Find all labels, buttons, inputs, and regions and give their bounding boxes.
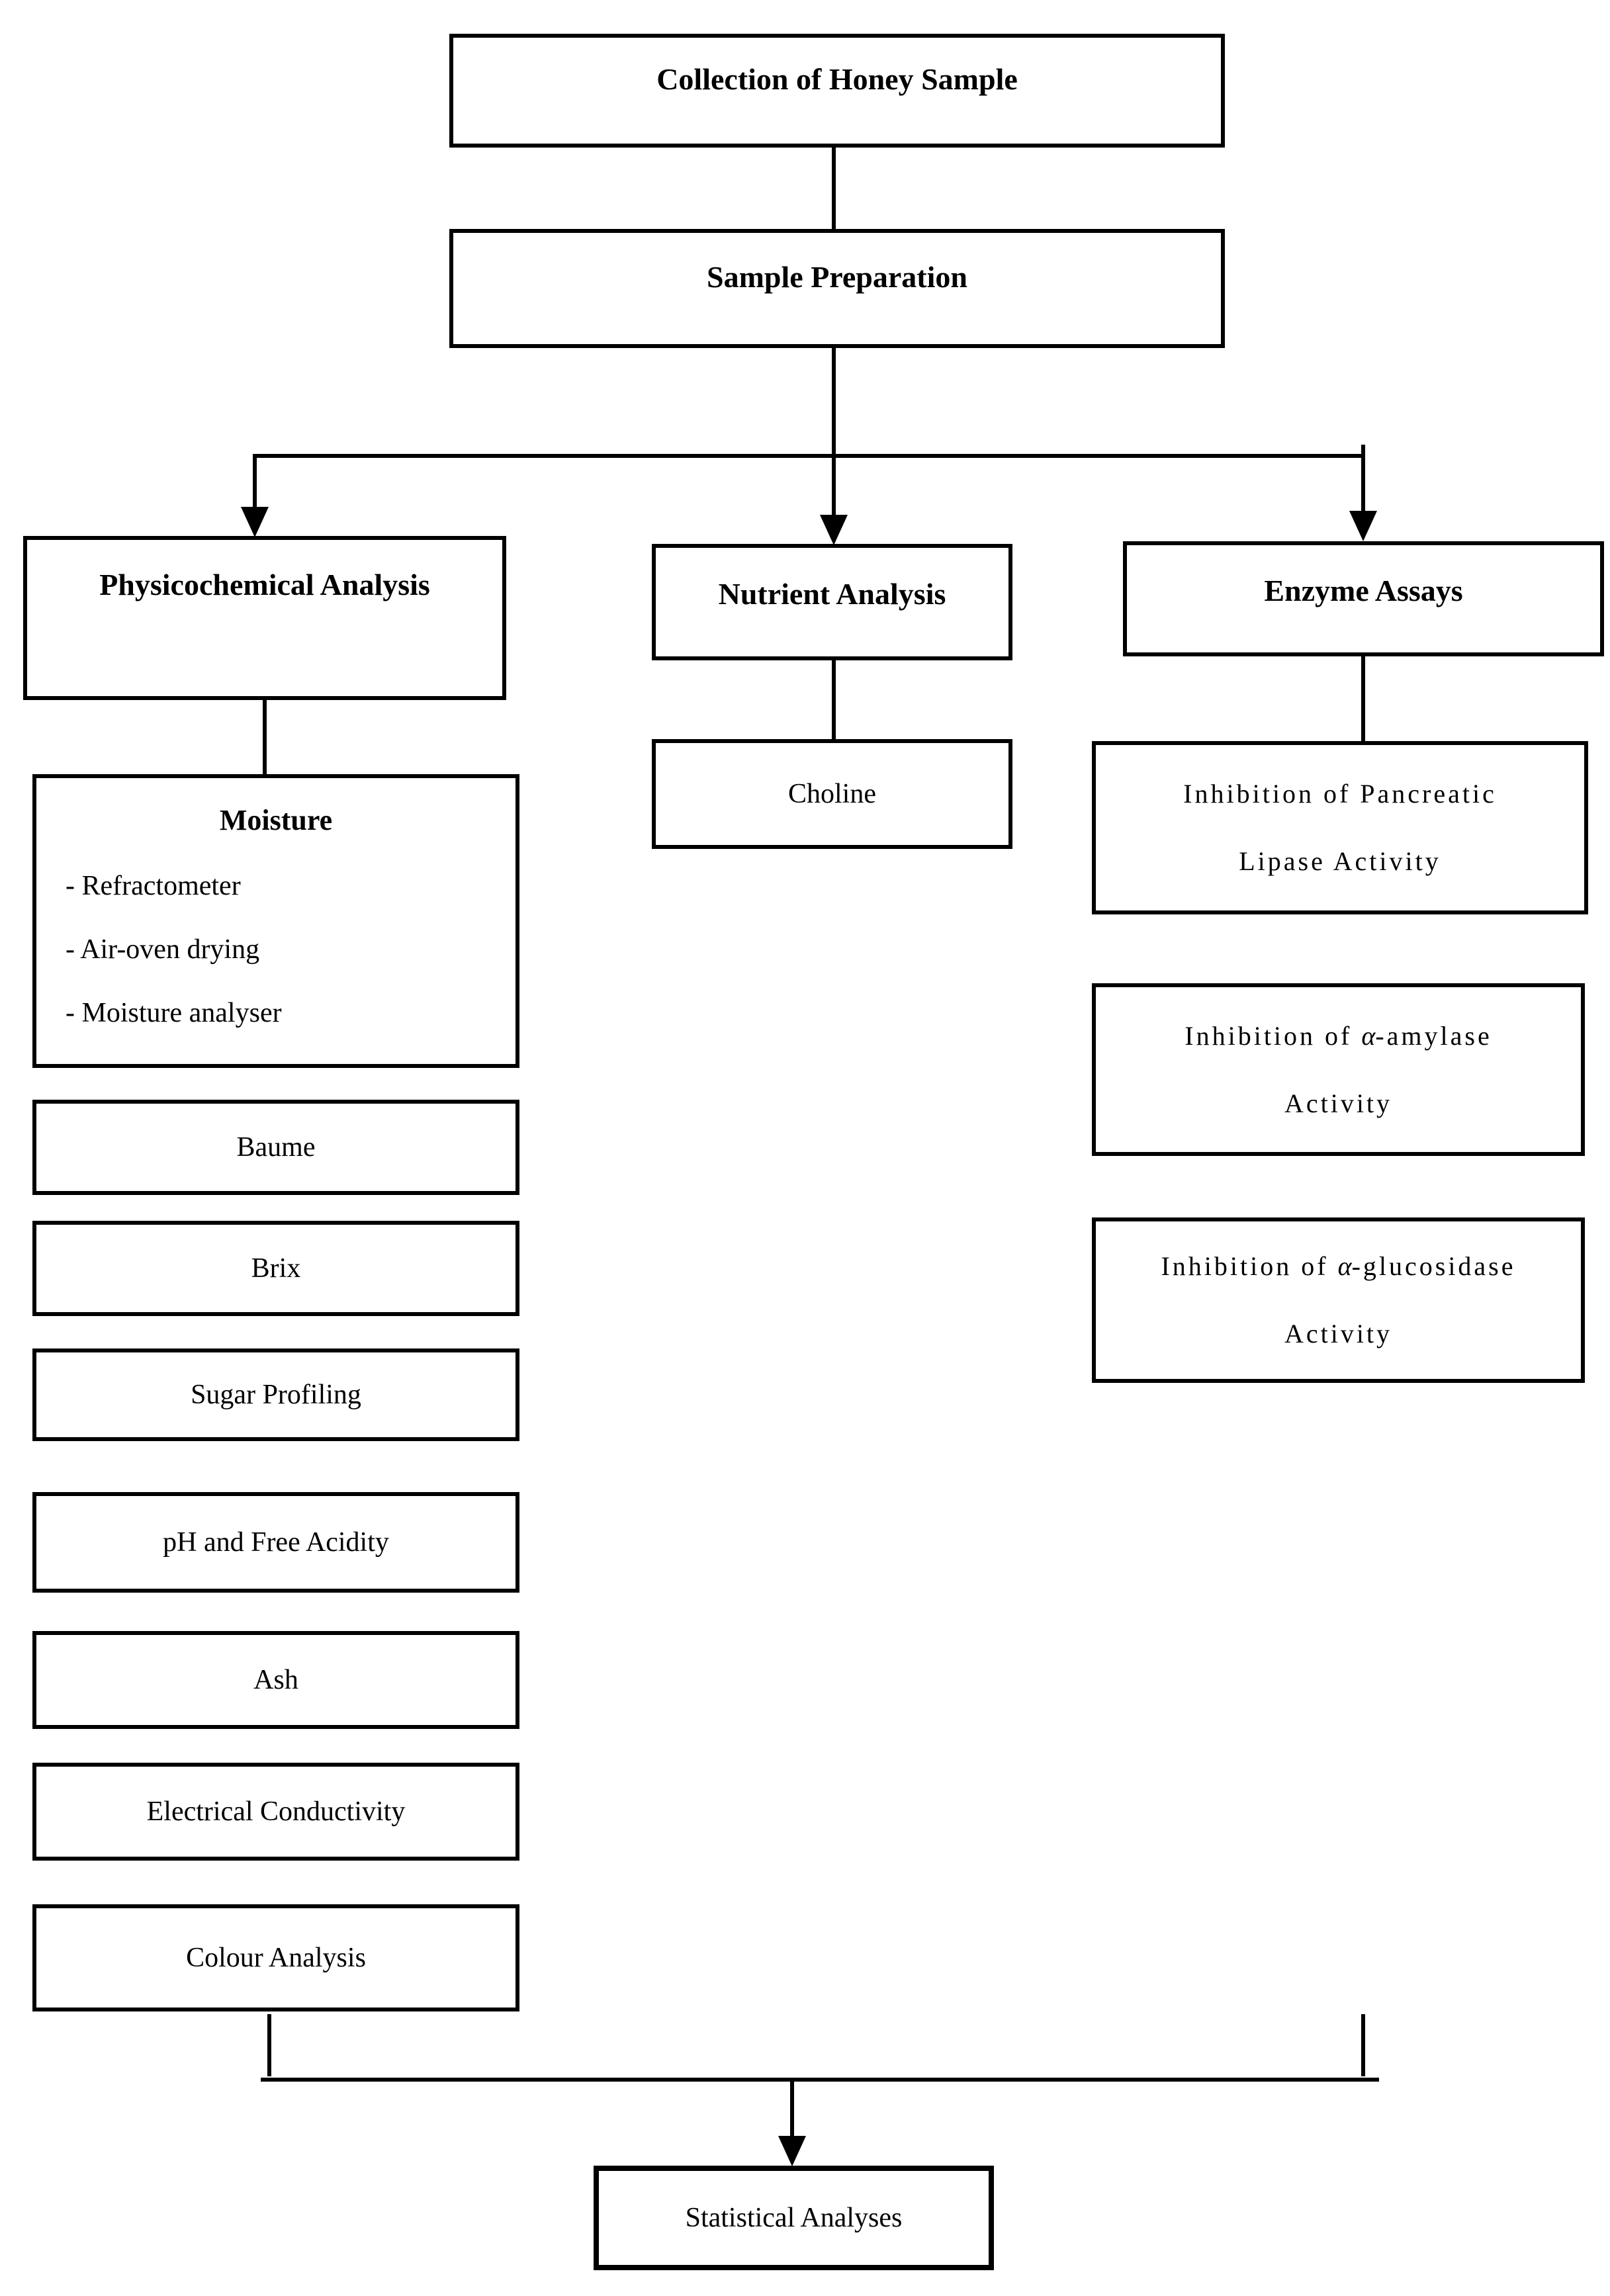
connector-nutrient-to-choline <box>832 660 836 739</box>
amylase-line1 <box>1185 1002 1492 1070</box>
connector-enzyme-to-lipase <box>1361 656 1365 741</box>
amylase-line2: Activity <box>1284 1088 1393 1118</box>
node-inhibition-alpha-glucosidase <box>1092 1217 1585 1383</box>
node-inhibition-alpha-amylase <box>1092 983 1585 1156</box>
node-sugar-profiling-label: Sugar Profiling <box>191 1379 361 1410</box>
moisture-method-air-oven-drying: - Air-oven drying <box>66 934 260 965</box>
connector-enzyme-column-to-merge-rail <box>1361 2014 1365 2076</box>
alpha-symbol: α <box>1337 1251 1352 1281</box>
node-enzyme-assays <box>1123 541 1604 656</box>
node-statistical-label: Statistical Analyses <box>685 2202 903 2233</box>
node-choline-label: Choline <box>788 778 876 809</box>
glucosidase-line1 <box>1161 1233 1515 1300</box>
node-physicochemical-analysis <box>23 536 506 700</box>
node-electrical-conductivity-label: Electrical Conductivity <box>146 1796 406 1827</box>
moisture-method-list <box>36 854 515 1045</box>
arrowhead-nutrient-icon <box>820 515 848 545</box>
lipase-line1: Inhibition of Pancreatic <box>1183 779 1497 809</box>
node-choline <box>652 739 1012 849</box>
arrowhead-physicochemical-icon <box>241 507 269 537</box>
node-physicochemical-label: Physicochemical Analysis <box>99 568 430 601</box>
lipase-line2: Lipase Activity <box>1239 846 1441 876</box>
branch-rail-line <box>253 454 1365 458</box>
node-collection-of-honey-sample <box>449 34 1225 148</box>
amylase-post: -amylase <box>1375 1020 1492 1051</box>
node-nutrient-analysis <box>652 544 1012 660</box>
arrowhead-enzyme-icon <box>1349 511 1377 541</box>
node-collection-label: Collection of Honey Sample <box>656 62 1018 97</box>
node-colour-analysis-label: Colour Analysis <box>186 1942 366 1973</box>
node-enzyme-label: Enzyme Assays <box>1264 574 1463 608</box>
alpha-symbol: α <box>1361 1020 1376 1051</box>
node-brix-label: Brix <box>251 1253 301 1284</box>
node-ash-label: Ash <box>253 1664 298 1695</box>
node-sample-preparation <box>449 229 1225 348</box>
node-moisture <box>32 774 519 1068</box>
arrowhead-statistical-icon <box>778 2136 806 2166</box>
node-ph-and-free-acidity <box>32 1492 519 1593</box>
connector-physicochemical-to-moisture <box>263 700 267 774</box>
node-brix <box>32 1221 519 1316</box>
connector-branch-to-enzyme <box>1361 445 1365 512</box>
node-baume <box>32 1100 519 1195</box>
node-nutrient-label: Nutrient Analysis <box>718 577 946 611</box>
node-sample-preparation-label: Sample Preparation <box>707 260 967 294</box>
node-sugar-profiling <box>32 1348 519 1441</box>
node-ph-and-free-acidity-label: pH and Free Acidity <box>163 1526 389 1558</box>
merge-rail-line <box>261 2078 1379 2082</box>
connector-colour-analysis-to-merge-rail <box>267 2014 271 2076</box>
moisture-method-refractometer: - Refractometer <box>66 871 241 901</box>
glucosidase-pre: Inhibition of <box>1161 1251 1338 1281</box>
connector-collection-to-sample-preparation <box>832 146 836 229</box>
connector-branch-to-physicochemical <box>253 454 257 509</box>
moisture-method-moisture-analyser: - Moisture analyser <box>66 998 282 1028</box>
node-inhibition-pancreatic-lipase <box>1092 741 1588 914</box>
node-statistical-analyses <box>594 2166 994 2270</box>
node-baume-label: Baume <box>236 1131 316 1163</box>
node-ash <box>32 1631 519 1729</box>
amylase-pre: Inhibition of <box>1185 1020 1362 1051</box>
node-electrical-conductivity <box>32 1763 519 1861</box>
glucosidase-line2: Activity <box>1284 1319 1393 1348</box>
connector-merge-rail-to-statistical <box>790 2082 794 2137</box>
moisture-title: Moisture <box>219 804 333 836</box>
node-colour-analysis <box>32 1904 519 2011</box>
connector-sample-preparation-to-branch-rail <box>832 347 836 516</box>
glucosidase-post: -glucosidase <box>1351 1251 1516 1281</box>
